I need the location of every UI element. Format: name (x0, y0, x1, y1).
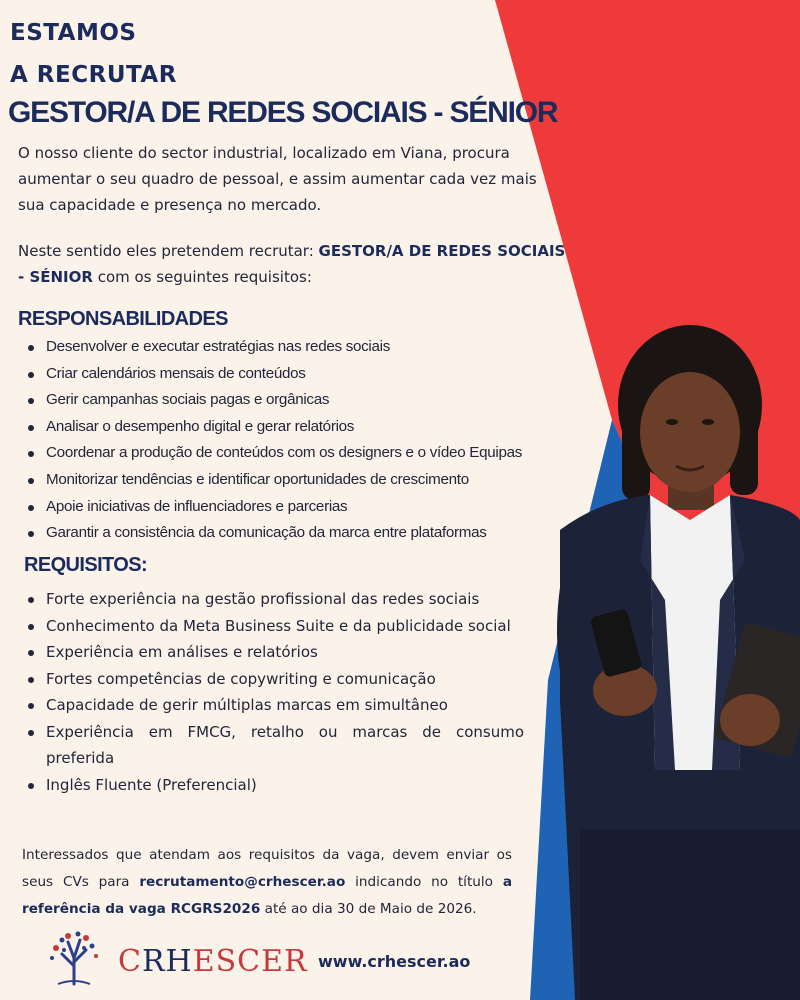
bullet-icon (28, 624, 34, 630)
list-item-text: Forte experiência na gestão profissional das redes sociais (46, 590, 480, 608)
list-item (24, 334, 584, 361)
contact-email: recrutamento@crhescer.ao (139, 874, 346, 890)
intro-paragraph-2 (18, 238, 566, 290)
logo-text-rh: RH (141, 944, 193, 979)
bullet-icon (28, 451, 34, 457)
bullet-icon (28, 425, 34, 431)
list-item-text: Garantir a consistência da comunicação da marca entre plataformas (46, 524, 487, 542)
list-item (24, 467, 584, 494)
list-item-text: Analisar o desempenho digital e gerar relatórios (46, 417, 355, 435)
list-item-text: Monitorizar tendências e identificar oportunidades de crescimento (46, 470, 469, 488)
list-item-text: Inglês Fluente (Preferencial) (46, 775, 257, 794)
list-item (24, 772, 524, 799)
closing-text-before: Interessados que atendam aos requisitos da vaga, devem enviar os seus CVs para (22, 847, 512, 890)
responsibilities-list (24, 334, 584, 547)
list-item (24, 520, 584, 547)
list-item (24, 613, 524, 640)
intro-paragraph: O nosso cliente do sector industrial, localizado em Viana, procura aumentar o seu quadro de pessoal, e assim aumentar cada vez mais sua capacidade e presença no mercado. (18, 144, 537, 214)
application-instructions (22, 842, 512, 923)
requirements-heading: REQUISITOS: (24, 554, 148, 576)
list-item-text: Conhecimento da Meta Business Suite e da publicidade social (46, 616, 511, 635)
list-item-text: Coordenar a produção de conteúdos com os designers e o vídeo Equipas (46, 444, 523, 462)
website-link[interactable]: www.crhescer.ao (318, 952, 471, 971)
list-item-text: Criar calendários mensais de conteúdos (46, 364, 306, 382)
list-item (24, 666, 524, 693)
bullet-icon (28, 478, 34, 484)
header-line-estamos: ESTAMOS (10, 20, 137, 46)
list-item (24, 387, 584, 414)
bullet-icon (28, 677, 34, 683)
company-logo-wordmark (118, 940, 308, 984)
intro2-job-title: GESTOR/A DE REDES SOCIAIS - SÉNIOR (18, 242, 566, 286)
bullet-icon (28, 398, 34, 404)
list-item (24, 361, 584, 388)
logo-text-escer: ESCER (192, 944, 308, 979)
bullet-icon (28, 372, 34, 378)
intro2-text-after: com os seguintes requisitos: (92, 268, 312, 286)
list-item-text: Experiência em FMCG, retalho ou marcas de consumo preferida (46, 722, 524, 767)
list-item (24, 586, 524, 613)
bullet-icon (28, 703, 34, 709)
list-item-text: Gerir campanhas sociais pagas e orgânicas (46, 391, 330, 409)
list-item (24, 494, 584, 521)
list-item (24, 639, 524, 666)
bullet-icon (28, 730, 34, 736)
bullet-icon (28, 505, 34, 511)
bullet-icon (28, 531, 34, 537)
responsibilities-heading: RESPONSABILIDADES (18, 308, 228, 330)
header-line-recrutar: A RECRUTAR (10, 62, 177, 88)
list-item-text: Capacidade de gerir múltiplas marcas em simultâneo (46, 696, 448, 714)
list-item-text: Apoie iniciativas de influenciadores e parcerias (46, 497, 348, 515)
closing-text-after: até ao dia 30 de Maio de 2026. (260, 901, 477, 917)
closing-text-middle: indicando no título (345, 874, 503, 890)
bullet-icon (28, 597, 34, 603)
list-item (24, 692, 524, 719)
list-item (24, 440, 584, 467)
job-reference: a referência da vaga RCGRS2026 (22, 874, 512, 917)
bullet-icon (28, 345, 34, 351)
requirements-list (24, 586, 524, 798)
list-item-text: Desenvolver e executar estratégias nas redes sociais (46, 338, 391, 355)
intro2-text-before: Neste sentido eles pretendem recrutar: (18, 242, 319, 260)
bullet-icon (28, 783, 34, 789)
tree-logo-icon (44, 928, 104, 986)
job-title: GESTOR/A DE REDES SOCIAIS - SÉNIOR (8, 96, 558, 129)
list-item-text: Fortes competências de copywriting e comunicação (46, 669, 436, 688)
list-item (24, 414, 584, 441)
bullet-icon (28, 650, 34, 656)
list-item-text: Experiência em análises e relatórios (46, 643, 318, 661)
list-item (24, 719, 524, 772)
logo-text-c: C (118, 944, 142, 979)
